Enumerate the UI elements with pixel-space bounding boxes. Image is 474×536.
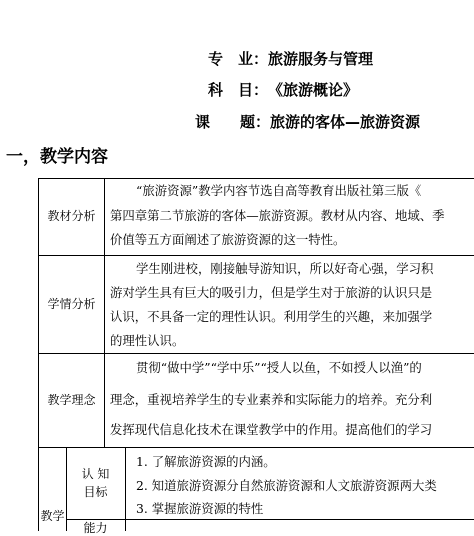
cognitive-label-line-1: 认 知 — [81, 467, 110, 481]
objective-item-3: 3. 掌握旅游资源的特性 — [136, 501, 264, 516]
major-key: 专 业： — [208, 50, 269, 68]
subject-value: 《旅游概论》 — [268, 81, 359, 99]
philosophy-line-2: 理念，重视培养学生的专业素养和实际能力的培养。充分利 — [110, 392, 433, 407]
learners-line-2: 游对学生具有巨大的吸引力，但是学生对于旅游的认识只是 — [110, 285, 433, 300]
label-column-divider — [104, 178, 105, 447]
topic-key: 课 题： — [195, 113, 271, 131]
cognitive-row-bottom — [66, 519, 474, 520]
materials-line-3: 价值等五方面阐述了旅游资源的这一特性。 — [110, 232, 346, 247]
learners-label: 学情分析 — [47, 297, 96, 311]
philosophy-line-1: 贯彻“做中学”“学中乐”“授人以鱼，不如授人以渔”的 — [136, 360, 422, 375]
learners-line-4: 的理性认识。 — [110, 333, 185, 348]
materials-line-2: 第四章第二节旅游的客体—旅游资源。教材从内容、地域、季 — [110, 208, 445, 223]
major-value: 旅游服务与管理 — [268, 50, 374, 68]
philosophy-line-3: 发挥现代信息化技术在课堂教学中的作用。提高他们的学习 — [110, 422, 433, 437]
objective-item-1: 1. 了解旅游资源的内涵。 — [136, 454, 276, 469]
objective-item-2: 2. 知道旅游资源分自然旅游资源和人文旅游资源两大类 — [136, 478, 437, 493]
table-left-border — [38, 178, 39, 531]
objectives-label: 教学 — [40, 509, 65, 523]
materials-line-1: “旅游资源”教学内容节选自高等教育出版社第三版《 — [136, 183, 422, 198]
materials-label: 教材分析 — [47, 209, 96, 223]
row-divider-2 — [38, 353, 474, 354]
learners-line-1: 学生刚进校，刚接触导游知识，所以好奇心强，学习积 — [136, 261, 434, 276]
ability-label: 能力 — [83, 521, 108, 535]
subject-key: 科 目： — [208, 81, 269, 99]
row-divider-3 — [38, 447, 474, 448]
topic-value: 旅游的客体—旅游资源 — [270, 113, 421, 131]
cognitive-label-line-2: 目标 — [83, 485, 108, 499]
philosophy-label: 教学理念 — [47, 393, 96, 407]
row-divider-1 — [38, 255, 474, 256]
section-title: 一，教学内容 — [6, 147, 108, 167]
learners-line-3: 认识，不具备一定的理性认识。利用学生的兴趣，来加强学 — [110, 309, 433, 324]
